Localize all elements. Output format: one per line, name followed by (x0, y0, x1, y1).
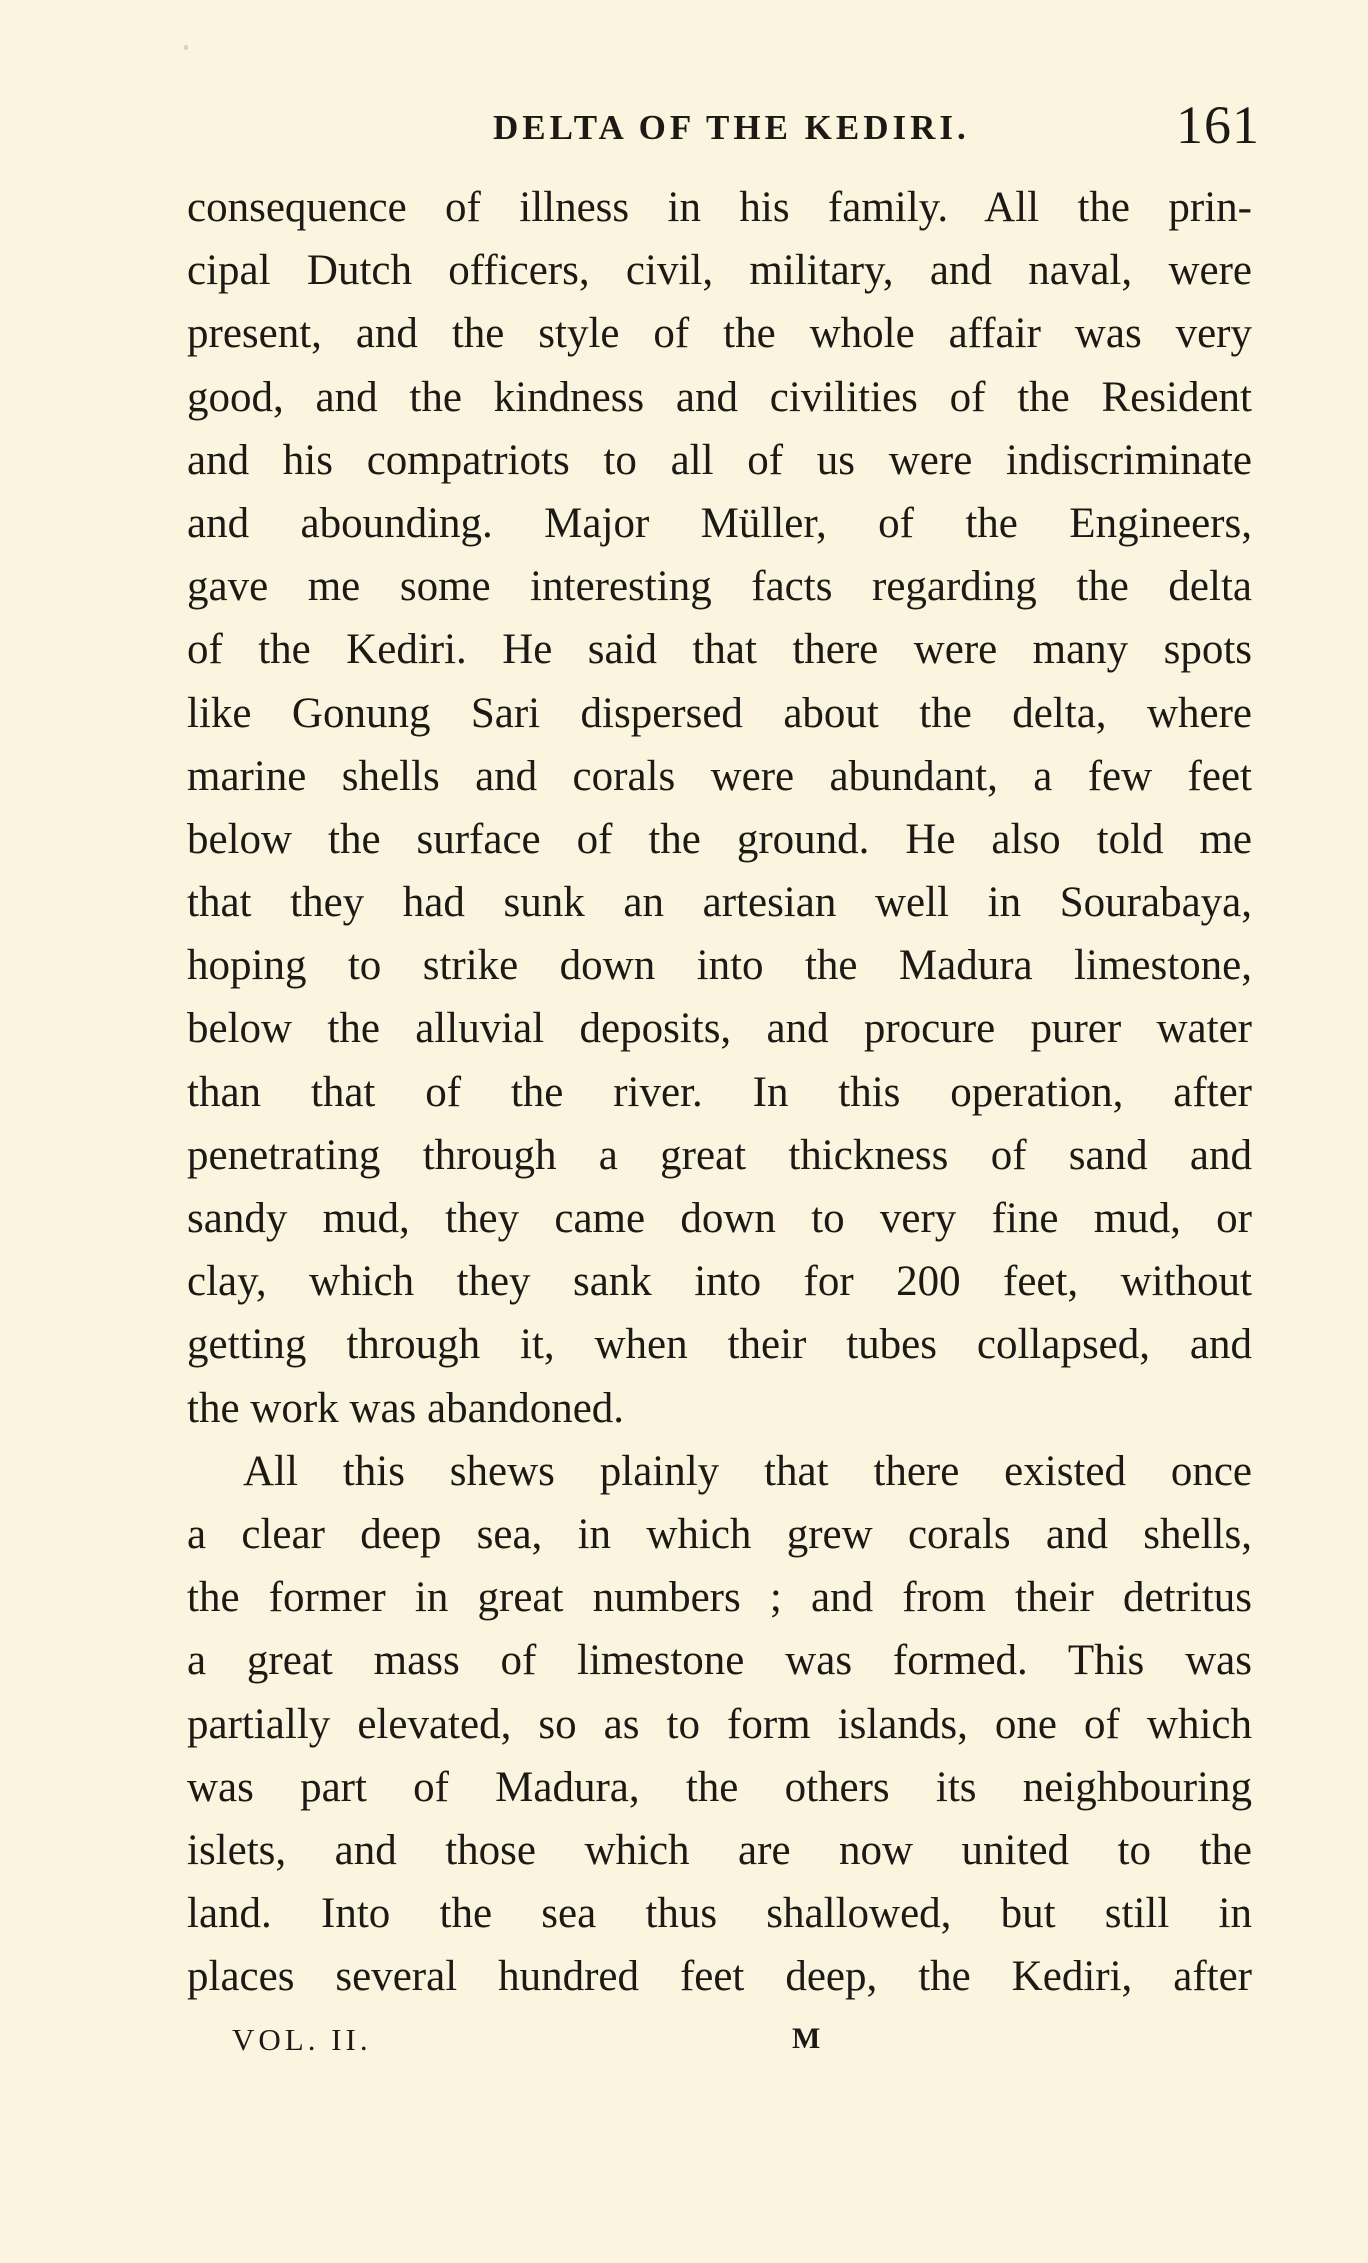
text-line: good, and the kindness and civilities of the Resident (187, 373, 1252, 421)
text-line: places several hundred feet deep, the Kediri, after (187, 1953, 1252, 2001)
paragraph-end-line: the work was abandoned. (187, 1384, 625, 1432)
text-line: gave me some interesting facts regarding the delta (187, 563, 1252, 611)
text-line: land. Into the sea thus shallowed, but still in (187, 1890, 1252, 1938)
text-line: hoping to strike down into the Madura limestone, (187, 942, 1252, 990)
text-line: was part of Madura, the others its neighbouring (187, 1763, 1252, 1811)
paragraph-first-line: All this shews plainly that there existed once (243, 1447, 1252, 1495)
text-line: islets, and those which are now united to the (187, 1826, 1252, 1874)
text-line: than that of the river. In this operation, after (187, 1068, 1252, 1116)
text-line: like Gonung Sari dispersed about the delta, where (187, 689, 1252, 737)
signature-mark: M (792, 2022, 821, 2055)
text-line: cipal Dutch officers, civil, military, and naval, were (187, 247, 1252, 295)
text-line: the former in great numbers ; and from their detritus (187, 1574, 1252, 1622)
text-line: sandy mud, they came down to very fine mud, or (187, 1195, 1252, 1242)
paper-speck (184, 45, 188, 50)
text-line: of the Kediri. He said that there were many spots (187, 626, 1252, 674)
running-head-title: DELTA OF THE KEDIRI. (493, 108, 970, 147)
text-line: clay, which they sank into for 200 feet, without (187, 1258, 1252, 1306)
text-line: and abounding. Major Müller, of the Engineers, (187, 499, 1252, 547)
text-line: consequence of illness in his family. All the prin- (187, 184, 1252, 231)
text-line: penetrating through a great thickness of sand and (187, 1131, 1252, 1179)
running-head (190, 94, 1260, 174)
text-line: marine shells and corals were abundant, a few feet (187, 752, 1252, 800)
text-line: getting through it, when their tubes collapsed, and (187, 1321, 1252, 1369)
text-line: below the alluvial deposits, and procure purer water (187, 1005, 1252, 1053)
text-line: a great mass of limestone was formed. This was (187, 1637, 1252, 1685)
text-line: partially elevated, so as to form islands, one of which (187, 1700, 1252, 1748)
text-line: and his compatriots to all of us were indiscriminate (187, 436, 1252, 484)
text-line: present, and the style of the whole affair was very (187, 310, 1252, 358)
text-line: below the surface of the ground. He also told me (187, 815, 1252, 863)
body-text (187, 176, 1252, 2008)
text-line: a clear deep sea, in which grew corals and shells, (187, 1510, 1252, 1558)
page-footer (232, 2022, 932, 2072)
page-number: 161 (1176, 95, 1260, 155)
text-line: that they had sunk an artesian well in Sourabaya, (187, 879, 1252, 927)
volume-label: VOL. II. (232, 2022, 372, 2057)
